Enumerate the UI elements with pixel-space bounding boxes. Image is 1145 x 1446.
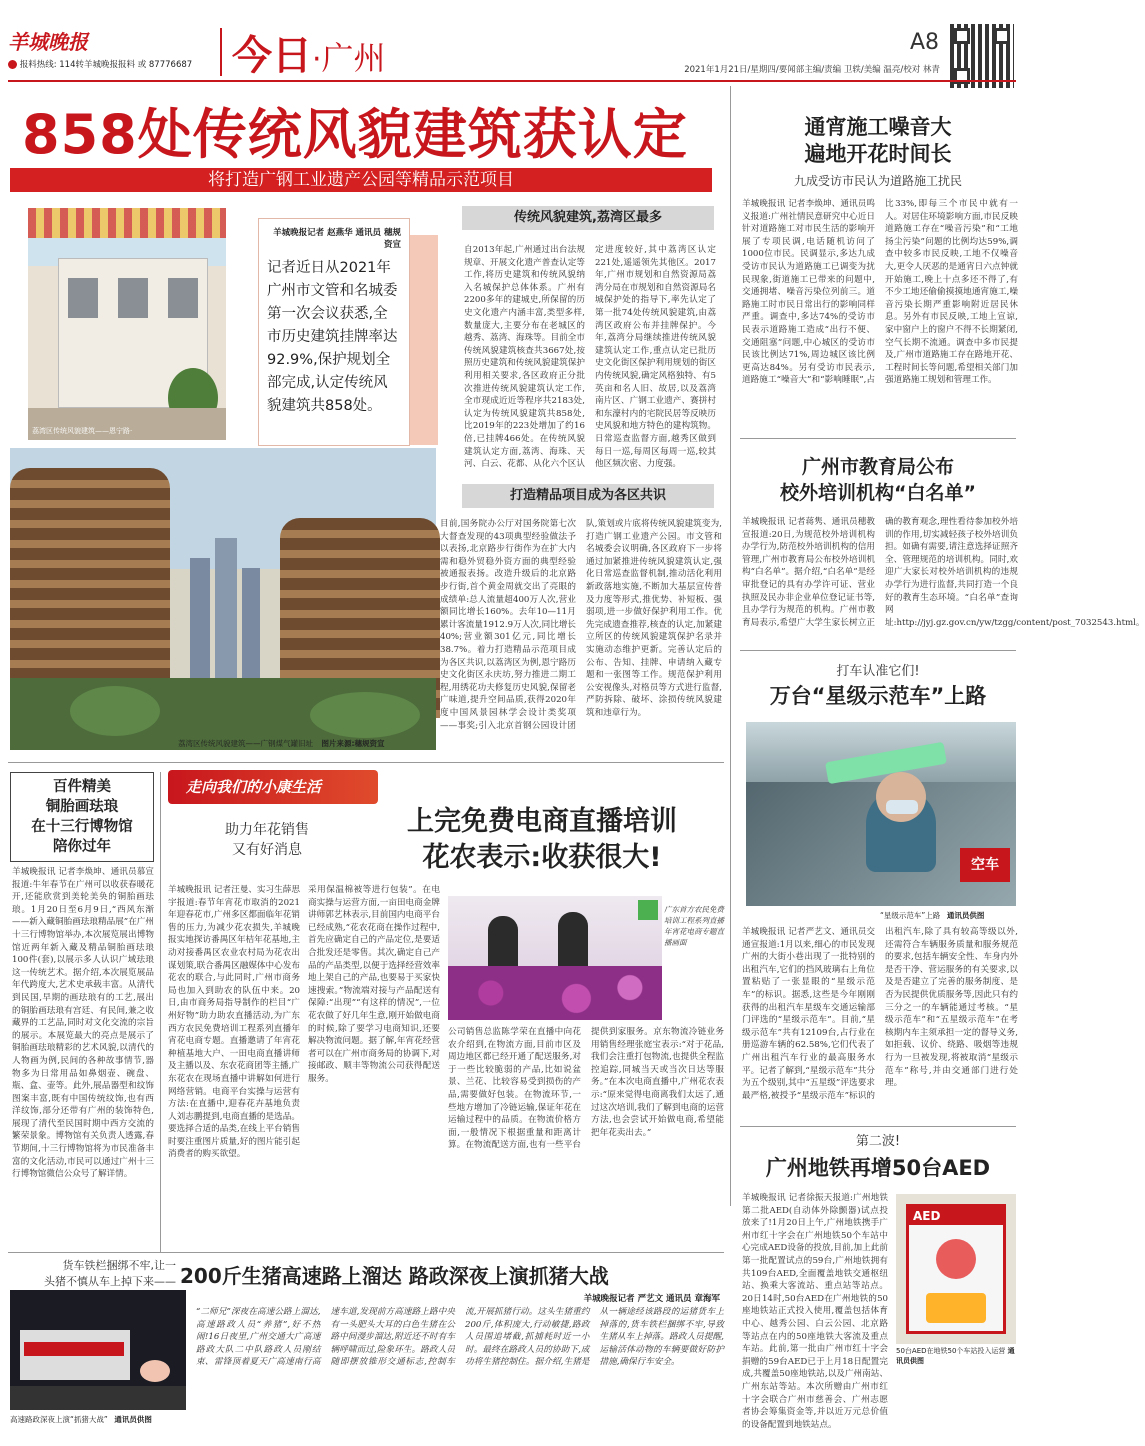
heart-icon — [936, 1239, 976, 1279]
lead-subhead: 将打造广钢工业遗产公园等精品示范项目 — [208, 170, 514, 190]
taxi-photo — [746, 722, 1016, 906]
lead-photo-credit: 图片来源:穗规资宣 — [321, 739, 385, 748]
noise-headline — [740, 114, 1016, 168]
taxi-headline: 万台“星级示范车”上路 — [769, 684, 987, 708]
masthead-divider — [220, 28, 222, 76]
taxi-text: 羊城晚报讯 记者严艺文、通讯员交通宣报道:1月以来,细心的市民发现广州的大街小巷出现了一批特别的出租汽车,它们的挡风玻璃右上角位置粘贴了一张显眼的“星级示范车”的标识。据悉,这些是今年刚刚获得的出租汽车星级车交通运输部门评选的“星级示范车”。目前,“星级示范车”共有12109台,占行业在册巡游车辆的62.58%,它们代表了广州出租汽车行业的最高服务水平。记者了解到,“星级示范车”共分为五个级别,其中“五星级”评选要求最严格,被授予“星级示范车”标识的出租汽车,除了具有较高等级以外,还需符合车辆服务质量和服务规范的要求,包括车辆安全性、车身内外是否干净、营运服务的有关要求,以及是否建立了完善的服务制度、是否为民提供优质服务等,因此只有约三分之一的车辆能通过考核。“星级示范车”和“五星级示范车”在考核期内车主须承担一定的督导义务,如拒载、议价、绕路、吸烟等违规行为一旦被发现,将被取消“星级示范车”称号,并由交通部门进行处理。 — [742, 927, 1018, 1101]
museum-text: 羊城晚报讯 记者李焕坤、通讯员慕宣报道:牛年春节在广州可以收获春暖花开,还能欣赏到美轮美奂的铜胎画珐琅。1月20日至6月9日,“西风东渐——新入藏铜胎画珐琅精品展”在广州十三行博物馆举办,本次展览展出博物馆近两年新入藏及精品铜胎画珐琅100件(套),以展示多人认识广域珐琅这一传统艺术。据介绍,本次展览展品年代跨度大,艺术史承载丰富。从清代到民国,早期的画珐琅有的工艺,展出的铜胎画珐琅有宫廷、有民间,兼之收藏界的工艺品,同时对文化交流的宗旨的展示。本展览最大的亮点是展示了铜胎画珐琅精彩的艺术风貌,以清代的人物画为例,民间的各种故事情节,器物多为日常用品如鼻烟壶、碗盘、瓶、盒、壶等。此外,展品器型和纹饰图案丰富,既有中国传统纹饰,也有西洋纹饰,部分还带有广州的装饰特色,展现了清代至民国时期中西方交流的繁荣景象。博物馆有关负责人透露,春节期间,十三行博物馆将为市民准备丰富的文化活动,市民可以通过广州十三行博物馆微信公众号了解详情。 — [12, 867, 154, 1180]
masthead-left — [8, 26, 208, 70]
museum-headline-l4: 陪你过年 — [53, 839, 111, 855]
livestream-kicker — [192, 820, 342, 860]
qr-code-icon — [950, 24, 1014, 88]
lead-sub1-title-box — [462, 206, 714, 230]
livestream-photo — [448, 896, 662, 1020]
phone-icon — [8, 60, 17, 69]
lead-photo2-caption-row — [178, 738, 385, 749]
section-title — [232, 24, 386, 79]
pig-top-rule — [8, 1252, 724, 1253]
lead-byline: 羊城晚报记者 赵燕华 通讯员 穗规资宣 — [273, 228, 401, 250]
livestream-col2: 采用保温棉被等进行包装”。在电商实操与运营方面,一亩田电商金牌讲师郭艺林表示,目前国内电商平台已经成熟,“花农花商在操作过程中,首先应确定自己的产品定位,是要适合批发还是零售。其次,确定自己产品的产品类型,以便于选择经营效率地上架自己的产品,也要易于买家快速搜索。”物流端对接与产品配送有保障:“出现”“有这样的情况”,一位花农做了好几年生意,刚开始做电商的时候,除了要学习电商知识,还要解决物流问题。据了解,年宵花经营者可以在广州市商务局的协调下,对接邮政、顺丰等物流公司获得配送服务。 — [308, 885, 440, 1084]
edu-headline-l2: 校外培训机构“白名单” — [780, 482, 976, 504]
pig-photo-caption: 高速路政深夜上演“抓猪大战” — [10, 1415, 108, 1424]
museum-headline-l1: 百件精美 — [53, 779, 111, 795]
lead-headline: 858处传统风貌建筑获认定 — [22, 103, 688, 166]
museum-divider — [160, 772, 161, 1252]
taxi-sign: 空车 — [960, 848, 1010, 882]
lead-sub2-title: 打造精品项目成为各区共识 — [509, 488, 666, 503]
lead-intro-text: 记者近日从2021年广州市文管和名城委第一次会议获悉,全市历史建筑挂牌率达92.9%,保护规划全部完成,认定传统风貌建筑共858处。 — [267, 260, 398, 414]
aed-caption-row — [896, 1346, 1018, 1366]
edu-headline — [740, 454, 1016, 506]
pig-photo-credit: 通讯员供图 — [114, 1415, 152, 1424]
lead-bottom-rule — [8, 762, 724, 763]
livestream-headline — [356, 804, 728, 876]
aed-photo-credit: 通讯员供图 — [896, 1347, 1015, 1365]
lead-photo1-caption: 荔湾区传统风貌建筑——恩宁路· — [32, 427, 133, 435]
taxi-photo-caption: “星级示范车”上路 — [880, 911, 941, 920]
column-divider-right — [730, 86, 731, 1206]
pig-kicker — [10, 1258, 176, 1290]
pig-caption-row — [10, 1414, 152, 1425]
livestream-headline-l2: 花农表示:收获很大! — [422, 842, 662, 873]
hotline-row — [8, 58, 208, 70]
pig-photo — [10, 1290, 186, 1410]
lead-photo-gasholders — [10, 448, 436, 750]
aed-text: 羊城晚报讯 记者徐振天报道:广州地铁第二批AED(自动体外除颤器)试点投放来了!1月20日上午,广州地铁携手广州市红十字会在广州地铁50个车站中心完成AED设备的投放,目前,加上此前第一批配置试点的59台,广州地铁拥有共109台AED,全面覆盖地铁交通枢纽站、换乘大客流站、重点站等站点。20日14时,50台AED在广州地铁的50座地铁站正式投入使用,覆盖包括体育中心、越秀公园、白云公园、北京路等站点在内的50座地铁大客流及重点车站。此前,第一批由广州市红十字会捐赠的59台AED已于上月18日配置完成,共覆盖50座地铁站,以及广州南站、广州东站等站。本次所赠由广州市红十字会联合广州市慈善会、广州志愿者协会筹集资金等,并以近万元总价值的设备配置到地铁站点。 — [742, 1193, 888, 1430]
section-main: 今日 — [232, 33, 312, 79]
taxi-photo-credit: 通讯员供图 — [946, 911, 985, 920]
taxi-kicker: 打车认准它们! — [836, 664, 920, 679]
noise-subhead: 九成受访市民认为道路施工扰民 — [793, 174, 962, 188]
museum-headline-l2: 铜胎画珐琅 — [45, 799, 119, 815]
aed-device-label: AED — [909, 1207, 1003, 1225]
edu-text: 羊城晚报讯 记者蒋隽、通讯员穗教宣报道:20日,为规范校外培训机构办学行为,防范校外培训机构的信用管理,广州市教育局公布校外培训机构“白名单”。据介绍,“白名单”是经审批登记的具有办学许可证、营业执照及民办非企业单位登记证书等,且办学行为规范的机构。广州市教育局表示,希望广大学生家长树立正确的教育观念,理性看待参加校外培训的作用,切实减轻孩子校外培训负担。如确有需要,请注意选择证照齐全、管理规范的培训机构。同时,欢迎广大家长对校外培训机构的违规办学行为进行监督,共同打造一个良好的教育生态环境。“白名单”查询网址:http://jyj.gz.gov.cn/yw/tzgg/content/post_7032543.html。 — [742, 517, 1145, 628]
livestream-photo-caption: 广东首方农民免费培训工程系列直播年宵花电商专题直播画面 — [664, 905, 724, 947]
lead-sub2-text: 目前,国务院办公厅对国务院第七次大督查发现的43项典型经验做法予以表扬,北京路步行街作为在扩大内需和稳外贸稳外资方面的典型经验被通报表扬。改造升级后的北京路步行街,首个黄金周就交出了亮眼的成绩单:总人流量超400万人次,营业额同比增长160%。去年10—11月累计客流量1912.9万人次,同比增长40%;营业额301亿元,同比增长38.7%。着力打造精品示范项目成为各区共识,以荔湾区为例,恩宁路历史文化街区永庆坊,努力推进二期工程,用绣花功夫修复历史风貌,保留老广味道,提升空间品质,获得2020年度中国风景园林学会设计类奖项——事奖;引入北京首钢公园设计团队,策划或片底将传统风貌建筑变为,打造广钢工业遗产公园。市文管和名城委会议明确,各区政府下一步将通过加紧推进传统风貌建筑认定,强化日常巡查监督机制,推动活化利用新政落地实施,不断加大基层宣传普及力度等形式,推优势、补短板、强弱项,进一步做好保护利用工作。优先完成遗查推荐,核查的认定,加紧建立所区的传统风貌建筑保护名录并实施动态维护更新。完善认定后的公布、告知、挂牌、申请纳入藏专题和一张图等工作。规范保护利用公安视像头,对格员等方式进行监督,严防拆除、破坏、涂损传统风貌建筑和违章行为。 — [440, 519, 722, 731]
section-city: 广州 — [321, 39, 386, 77]
lead-intro-box — [258, 218, 410, 446]
pig-headline: 200斤生猪高速路上溜达 路政深夜上演抓猪大战 — [180, 1264, 609, 1288]
pig-byline: 羊城晚报记者 严艺文 通讯员 章海军 — [583, 1294, 720, 1304]
livestream-col1: 羊城晚报讯 记者汪曼、实习生薛思宇报道:春节年宵花市取消的2021年迎春花市,广州多区都面临年花销售的压力,为减少花农损失,羊城晚报实地探访番禺区年桔年花基地,主动对接番禺区农业农村局为花农出谋划策,联合番禺区融媒体中心发布花农的联合,与此同时,广州市商务局也加入到助农的队伍中来。20日,由市商务局指导制作的栏目“广州好物”助力助农直播活动,为广东西方农民免费培训工程系列直播年宵花电商专题。直播邀请了年宵花种植基地大户、一田电商直播讲师及主播以及、东农花商团等主播,广东花农在现场直播中讲解如何进行网络营销。电商平台实操与运营有方法:在直播中,迎春花卉基地负责人刘志鹏提到,电商直播的是选品。要选择合适的品类,在线上平台销售时要注重图片质量,好的图片能引起消费者的购买欲望。 — [168, 885, 300, 1160]
livestream-kicker-l1: 助力年花销售 — [225, 822, 309, 838]
lead-sub2-title-box — [462, 484, 714, 508]
museum-box — [10, 772, 154, 862]
taxi-caption-row — [880, 910, 984, 921]
lead-photo2-caption: 荔湾区传统风貌建筑——广钢煤气罐旧址 — [178, 739, 313, 748]
pig-kicker-l1: 货车铁栏捆绑不牢,让一 — [62, 1259, 176, 1272]
section-dot: · — [312, 42, 322, 77]
dateline: 2021年1月21日/星期四/要闻部主编/责编 卫轶/美编 温亮/校对 林青 — [684, 65, 940, 75]
noise-rule — [740, 438, 1016, 439]
pig-text: “二师兄”深夜在高速公路上溜达,高速路政人员“养猪”,好不热闹!16日夜里,广州交通大广高速路政大队二中队路政人员刚结束、雷锋顶着夏天广高速南行高速车道,发现前方高速路上路中央有一头肥头大耳的白色生猪在公路中间漫步溜达,附近还不时有车辆呼啸而过,险象环生。路政人员随即摆放锥形交通标志,控制车流,开展抓猪行动。这头生猪重约200斤,体积庞大,行动敏捷,路政人员围追堵截,抓捕耗时近一小时。最终在路政人员的协助下,成功将生猪控制住。据介绍,生猪是从一辆途经该路段的运猪货车上掉落的,货车铁栏捆绑不牢,导致生猪从车上掉落。路政人员提醒,运输活体动物的车辆要做好防护措施,确保行车安全。 — [196, 1307, 724, 1368]
edu-headline-l1: 广州市教育局公布 — [801, 456, 954, 478]
noise-headline-l1: 通宵施工噪音大 — [804, 115, 952, 139]
hotline-text: 报料热线: 114转羊城晚报报料 或 87776687 — [19, 60, 193, 70]
edu-rule — [740, 650, 1016, 651]
newspaper-logo: 羊城晚报 — [8, 30, 88, 54]
lead-sub1-title: 传统风貌建筑,荔湾区最多 — [514, 210, 662, 225]
masthead-rule — [8, 80, 1016, 82]
aed-headline: 广州地铁再增50台AED — [765, 1156, 991, 1180]
taxi-rule — [740, 1126, 1016, 1127]
intro-accent — [410, 235, 438, 445]
aed-kicker: 第二波! — [855, 1134, 901, 1149]
page-number: A8 — [910, 30, 940, 55]
lead-photo-street — [28, 208, 226, 440]
aed-photo — [896, 1194, 1016, 1344]
noise-text: 羊城晚报讯 记者李焕坤、通讯员鸣义报道:广州社情民意研究中心近日针对道路施工对市民生活的影响开展了专项民调,电话随机访问了1000位市民。民调显示,多达九成受访市民认为道路施工已调变为扰民现象,街道施工已带来的问题中,交通拥堵、噪音污染位列前三。道路施工时市民日常出行的影响同样严重。调查中,多达74%的受访市民表示道路施工造成“出行不便、交通阻塞”问题,中心城区的受访市民该比例达71%,周边城区该比例更高达84%。另有受访市民表示,道路施工“噪音大”和“影响睡眠”,占比33%,即每三个市民中就有一人。对居住环境影响方面,市民反映道路施工存在“噪音污染”和“工地扬尘污染”问题的比例均达59%,调查中较多市民反映,工地不仅噪音大,更令人厌恶的是通宵日六点钟就开始施工,晚上十点多还不得了,有不少工地还偷偷摸摸地通宵施工,噪音污染长期严重影响附近居民休息。另外有市民反映,工地上宣谅,家中窗户上的窗户不得不长期紧闭,空气长期不流通。调查中多市民提及,广州市道路施工存在路地开花、工程时间长等问题,希望相关部门加强道路施工规划和管理工作。 — [742, 199, 1018, 386]
livestream-col3: 公司销售总监陈学荣在直播中向花农介绍到,在物流方面,目前市区及周边地区都已经开通了配送服务,对于一些比较脆弱的产品,比如说盆景、兰花、比较容易受到损伤的产品,需要做好包装。在物流环节,一些地方增加了冷链运输,保证年花在运输过程中的品质。在物流价格方面,一般情况下根据重量和距离计算。在物流配送方面,也有一些平台提供到家服务。京东物流冷链业务用销售经理张庭宝表示:“对于花品,我们会注重打包物流,也提供全程监控追踪,同城当天或当次日达等服务。”在本次电商直播中,广州花农表示:“原来觉得电商离我们太远了,通过这次培训,我们了解到电商的运营方法,也会尝试开始做电商,希望能把年花卖出去。” — [448, 1027, 724, 1151]
livestream-headline-l1: 上完免费电商直播培训 — [407, 806, 677, 837]
museum-headline-l3: 在十三行博物馆 — [31, 819, 133, 835]
livestream-kicker-l2: 又有好消息 — [232, 842, 302, 858]
livestream-banner-text: 走向我们的小康生活 — [186, 778, 322, 796]
pig-kicker-l2: 头猪不慎从车上掉下来—— — [44, 1275, 176, 1288]
lead-sub1-text: 自2013年起,广州通过出台法规规章、开展文化遗产普查认定等工作,将历史建筑和传统风貌纳入名城保护总体体系。广州有2200多年的建城史,所保留的历史文化遗产内涵丰富,类型多样,数量庞大,主要分布在老城区的越秀、荔湾、海珠等。目前全市传统风貌建筑核查共3667处,按照历史建筑和传统风貌建筑保护利用相关要求,各区政府正分批次推进传统风貌建筑认定工作,全市现成近近等程序共2183处,认定为传统风貌建筑共858处,比2019年的223处增加了约16倍,已挂牌466处。在传统风貌建筑认定方面,荔湾、海珠、天河、白云、花都、从化六个区认定进度较好,其中荔湾区认定221处,遥遥领先其他区。2017年,广州市规划和自然资源局荔湾分局在市规划和自然资源局名城保护处的指导下,率先认定了第一批74处传统风貌建筑,由荔湾区政府公布并挂牌保护。今年,荔湾分局继续推进传统风貌建筑认定工作,重点认定已批历史文化街区保护利用规划的街区内传统风貌,确定风格独特、有5英亩和名人旧、故居,以及荔湾南片区、广钢工业遗产、赛拼村和东濠村内的宅院民居等反映历史风貌和地方特色的建构筑物。日常巡查监督方面,越秀区做到每日一巡,每周区每周一巡,较其他区频次密、力度强。 — [464, 245, 716, 470]
livestream-banner — [168, 770, 378, 804]
noise-headline-l2: 遍地开花时间长 — [804, 142, 952, 166]
lead-subhead-banner — [10, 168, 712, 192]
aed-photo-caption: 50台AED在地铁50个车站投入运营 — [896, 1347, 1006, 1355]
